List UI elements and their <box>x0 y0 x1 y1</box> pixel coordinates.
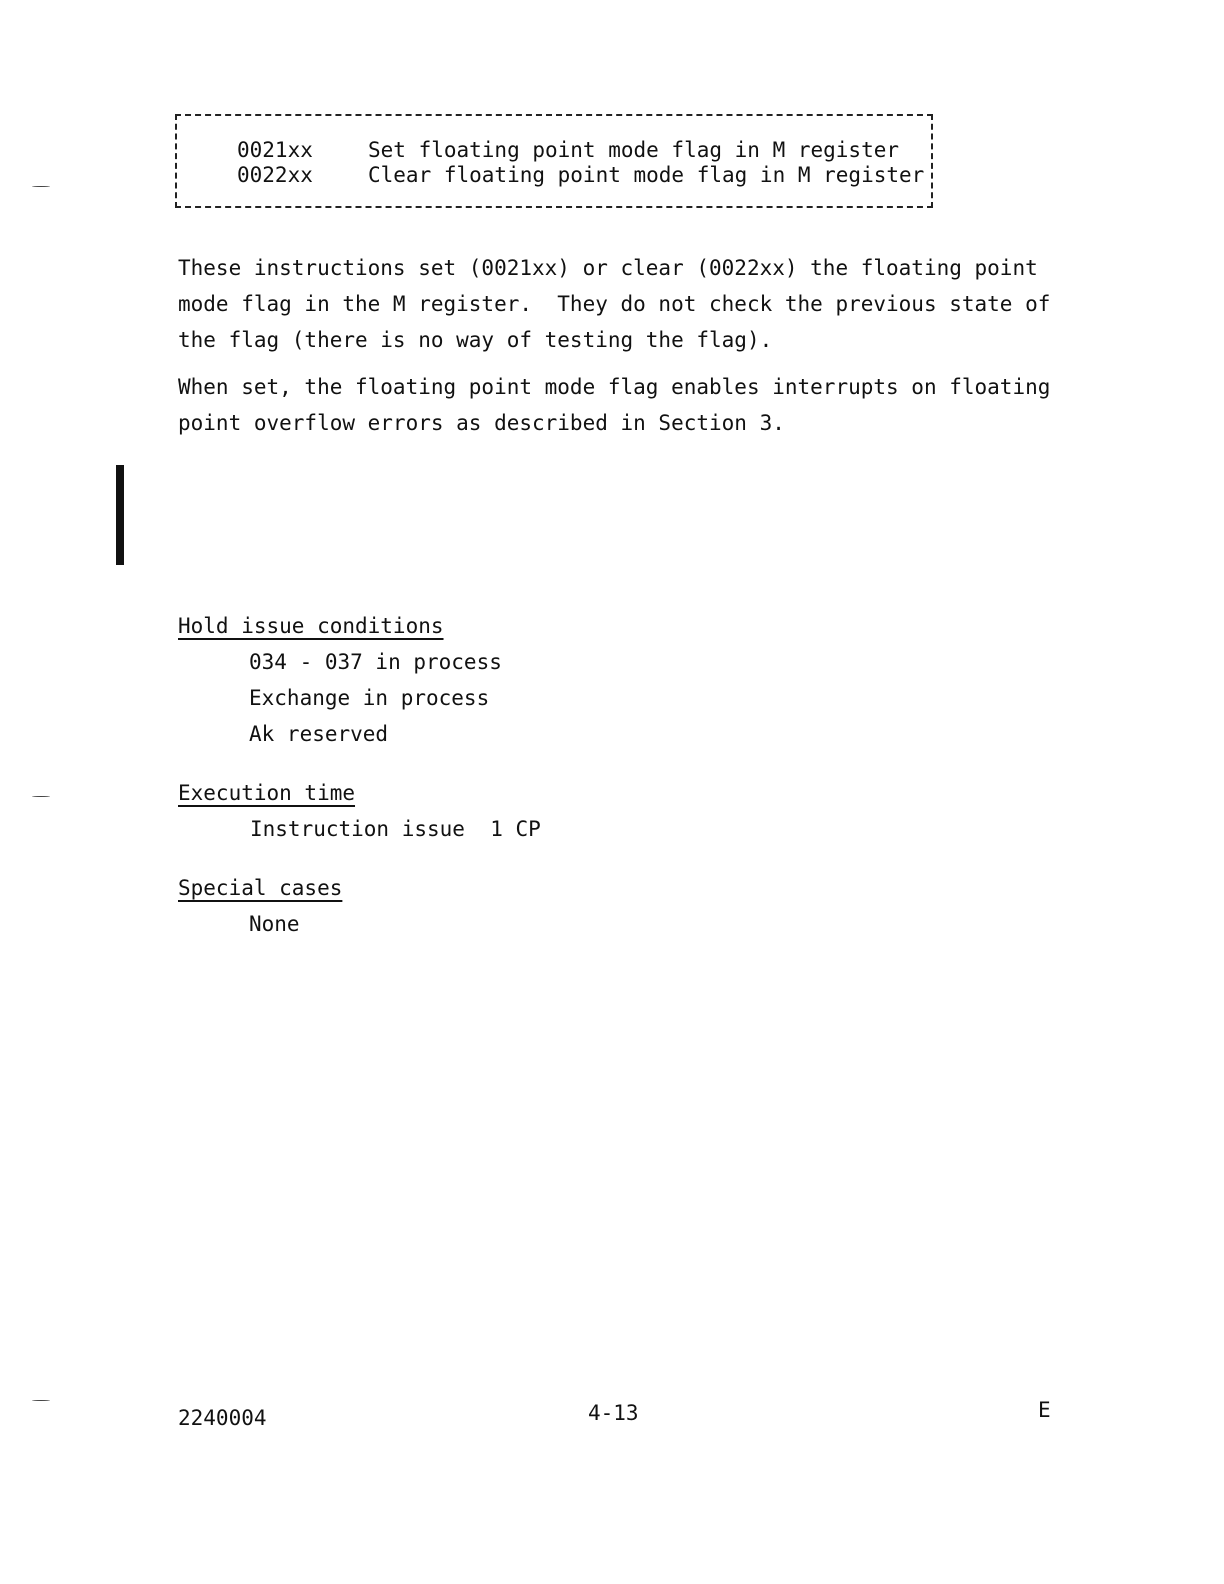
hold-issue-item: 034 - 037 in process <box>249 650 502 674</box>
special-cases-item: None <box>249 912 300 936</box>
description-paragraph: When set, the floating point mode flag enables interrupts on floating point overflow errors as described in Section 3. <box>178 375 1051 435</box>
instruction-description: Set floating point mode flag in M register <box>368 138 900 162</box>
margin-mark <box>32 1400 50 1401</box>
hold-issue-item: Ak reserved <box>249 722 389 746</box>
instruction-code: 0022xx <box>237 163 313 187</box>
execution-time-item: Instruction issue 1 CP <box>250 817 541 841</box>
execution-time-heading: Execution time <box>178 781 356 805</box>
hold-issue-heading: Hold issue conditions <box>178 614 444 638</box>
hold-issue-item: Exchange in process <box>249 686 490 710</box>
page-number: 4-13 <box>588 1401 639 1425</box>
instruction-box <box>175 114 933 208</box>
instruction-description: Clear floating point mode flag in M register <box>368 163 925 187</box>
revision-letter: E <box>1038 1398 1051 1422</box>
margin-mark <box>32 796 50 797</box>
instruction-code: 0021xx <box>237 138 313 162</box>
description-paragraph: These instructions set (0021xx) or clear (0022xx) the floating point mode flag in the M register. They do not check the previous state of the flag (there is no way of testing the flag). <box>178 256 1051 352</box>
special-cases-heading: Special cases <box>178 876 343 900</box>
margin-mark <box>32 186 50 187</box>
instruction-row <box>237 138 899 162</box>
instruction-row <box>237 163 924 187</box>
change-bar <box>116 465 124 565</box>
document-number: 2240004 <box>178 1406 267 1430</box>
